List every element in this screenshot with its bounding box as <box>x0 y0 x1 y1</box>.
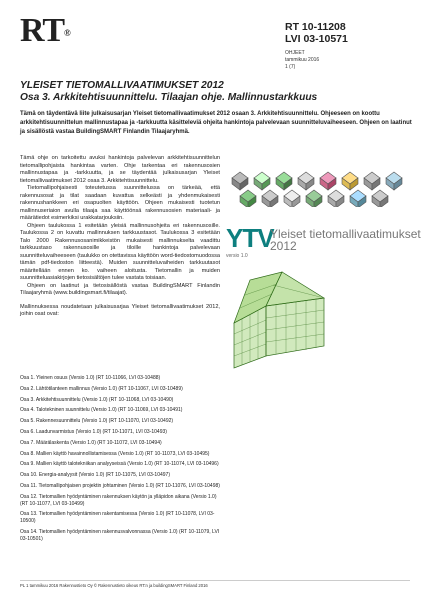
list-item: Osa 7. Määrälaskenta (Versio 1.0) (RT 10-11072, LVI 03-10494) <box>20 439 162 446</box>
ytv-subtitle-line-2: 2012 <box>270 239 297 253</box>
ytv-logo-word: YTV <box>226 223 274 253</box>
ytv-subtitle-line-1: Yleiset tietomallivaatimukset <box>270 227 421 241</box>
list-item: Osa 14. Tietomallien hyödyntäminen rakennusvalvonnassa (Versio 1.0) (RT 10-11079, LVI 03-10501) <box>20 528 220 542</box>
list-item: Osa 11. Tietomallipohjaisen projektin johtaminen (Versio 1.0) (RT 10-11076, LVI 03-10498) <box>20 482 220 489</box>
list-item: Osa 5. Rakennesuunnittelu (Versio 1.0) (RT 10-11070, LVI 03-10492) <box>20 418 174 425</box>
list-item: Osa 8. Mallien käyttö havainnollistamisessa (Versio 1.0) (RT 10-11073, LVI 03-10495) <box>20 450 210 457</box>
rt-code: RT 10-11208 <box>285 21 346 33</box>
title-line-2: Osa 3. Arkkitehtisuunnittelu. Tilaajan ohje. Mallinnustarkkuus <box>20 92 318 103</box>
ytv-version: versio 1.0 <box>226 253 248 259</box>
list-item: Osa 4. Talotekninen suunnittelu (Versio 1.0) (RT 10-11069, LVI 03-10491) <box>20 407 183 414</box>
doc-type: OHJEET <box>285 50 305 56</box>
body-paragraph: Ohjeen on laatinut ja tietosisällöstä vastaa BuildingSMART Finlandin Tilaajaryhmä (www.buildingsmart.fi/tilaajat). <box>20 282 220 296</box>
intro-paragraph: Tämä on täydentävä liite julkaisusarjan Yleiset tietomallivaatimukset 2012 osaan 3. Arkkitehtisuunnittelu. Ohjeeseen on koottu arkkitehtisuunnittelun mallinnustapaa ja -tarkkuutta käsitteleviä ohjeita hankintoja palvelevaan suunnitteluvaiheeseen. Ohjeen on laatinut ja sisällöstä vastaa BuildingSMART Finlandin Tilaajaryhmä. <box>20 111 412 135</box>
page-footer: PL 1 tammikuu 2016 Rakennustieto Oy © Rakennustieto oikeus RT:n ja buildingSMART Finland 2016 <box>20 580 410 588</box>
ytv-subtitle <box>270 228 421 252</box>
list-item: Osa 10. Energia-analyysit (Versio 1.0) (RT 10-11075, LVI 03-10497) <box>20 472 170 479</box>
doc-page: 1 (7) <box>285 64 296 70</box>
list-item: Osa 6. Laadunvarmistus (Versio 1.0) (RT 10-11071, LVI 03-10493) <box>20 428 167 435</box>
lvi-code: LVI 03-10571 <box>285 33 348 45</box>
body-paragraph: Tämä ohje on tarkoitettu avuksi hankintoja palvelevan arkkitehtisuunnittelun tietomallipohjaista hankintaa varten. Ohje tarkentaa eri rakennusosien mallinnustapaa ja -tarkkuutta, ja se täydentää julkaisusarjan Yleiset tietomallivaatimukset 2012 osaa 3. Arkkitehtisuunnittelu. <box>20 155 220 184</box>
parts-list <box>20 375 220 547</box>
title-line-1: YLEISET TIETOMALLIVAATIMUKSET 2012 <box>20 80 224 91</box>
document-meta <box>285 50 319 71</box>
house-wireframe-icon <box>226 268 336 373</box>
list-item: Osa 13. Tietomallien hyödyntäminen rakentamisessa (Versio 1.0) (RT 10-11078, LVI 03-10500) <box>20 511 215 525</box>
rt-logo: RT® <box>20 12 70 49</box>
list-item: Osa 3. Arkkitehtisuunnittelu (Versio 1.0) (RT 10-11068, LVI 03-10490) <box>20 396 174 403</box>
list-item: Osa 2. Lähtötilanteen mallinnus (Versio 1.0) (RT 10-11067, LVI 03-10489) <box>20 385 183 392</box>
list-item: Osa 12. Tietomallien hyödyntäminen rakennuksen käytön ja ylläpidon aikana (Versio 1.0) (RT 10-11077, LVI 03-10499) <box>20 493 217 507</box>
body-text <box>20 155 220 319</box>
document-codes <box>285 21 348 45</box>
doc-date: tammikuu 2016 <box>285 57 320 63</box>
series-icon-strip <box>230 162 415 207</box>
body-paragraph: Ohjeen taulukossa 1 esitetään yleisiä mallinnusohjeita eri rakennusosille. Taulukossa 2 on kuvattu mallinnuksen tarkkuustasot. Taulukossa 3 esitetään Talo 2000 Rakennusosanimikkeistön mukaisesti mallinnukselta vaadittu tarkkuustaso rakennusosille ja tiloille hankintoja palvelevaan suunnitteluvaiheeseen (taulukko on otettavissa käyttöön word-tiedostomuodossa tämän pdf-tiedoston liitteestä). Muiden suunnitteluvaiheiden tarkkuutasot määritellään ennen ko. vaiheen aloitusta. Tietomallin ja muiden suunnitteluasiakirjojen tietosisältöjen tulee vastata toisiaan. <box>20 222 220 281</box>
body-paragraph: Tietomallipohjaisesti toteutetussa suunnittelussa on tärkeää, että rakennusosat ja tilat saadaan kuvattua selkeästi ja yhdenmukaisesti rakennushankkeen eri osapuolten käyttöön. Ohjeen mukaisesti tuotetun mallinnuseriaion avulla tilaaja saa käyttöönsä rakennusosien materiaali- ja määrätiedot esimerkiksi urakkatarjouksiin. <box>20 185 220 221</box>
document-title <box>20 80 415 104</box>
list-item: Osa 9. Mallien käyttö talotekniikan analyyseissä (Versio 1.0) (RT 10-11074, LVI 03-10496) <box>20 461 219 468</box>
body-paragraph: Mallinnuksessa noudatetaan julkaisusarjaa Yleiset tietomallivaatimukset 2012, joihin osat ovat: <box>20 303 220 317</box>
building-icon <box>232 172 402 207</box>
list-item: Osa 1. Yleinen osuus (Versio 1.0) (RT 10-11066, LVI 03-10488) <box>20 375 161 381</box>
